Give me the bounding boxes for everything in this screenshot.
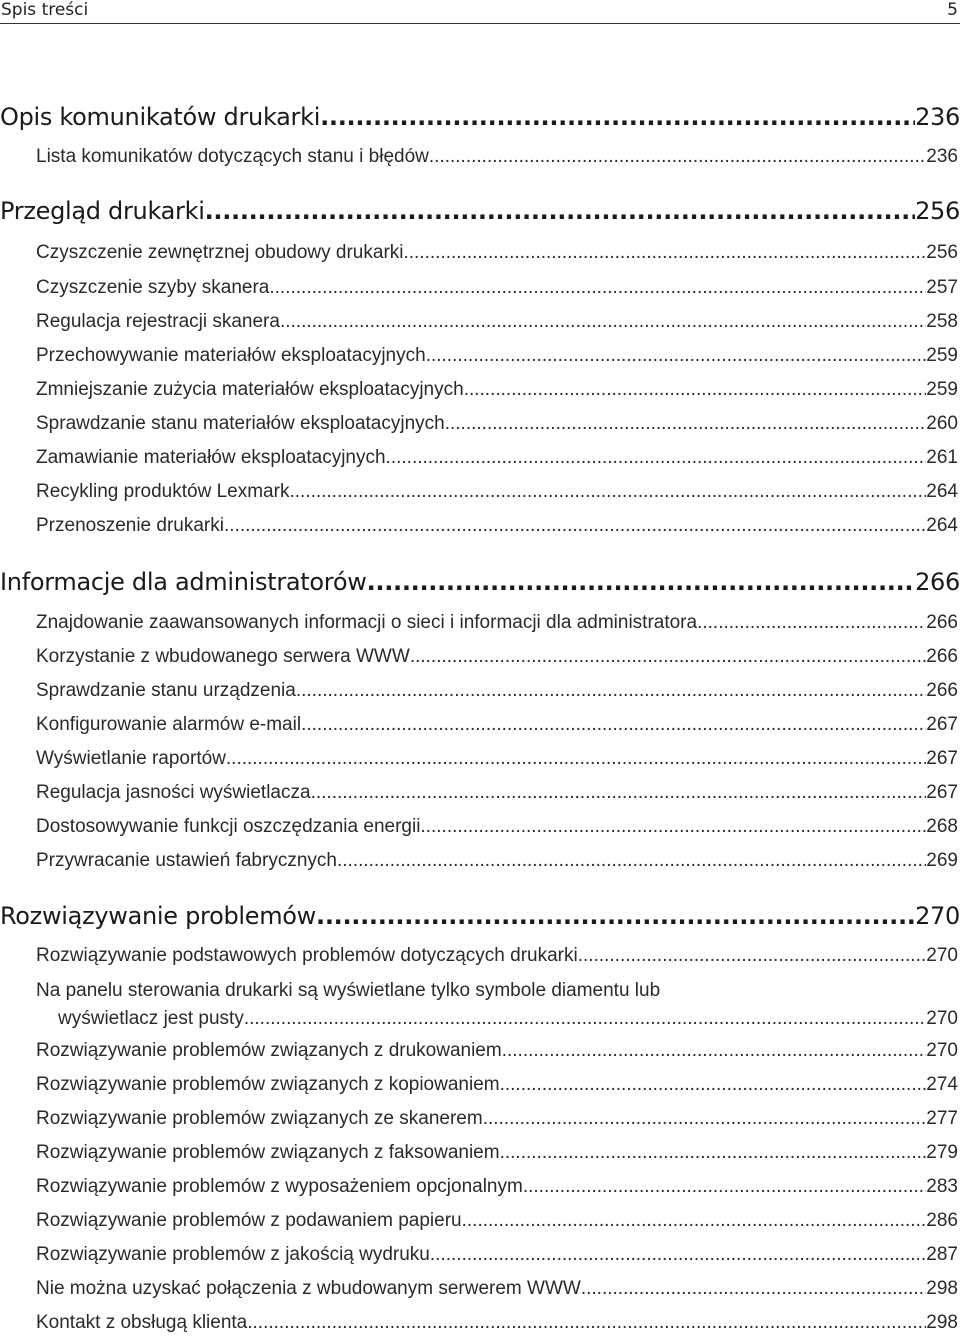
toc-entry[interactable] [36,1311,958,1335]
dot-leader [244,1007,926,1031]
dot-leader [523,1175,926,1199]
dot-leader [301,713,926,737]
toc-entry-page: 266 [926,680,958,701]
toc-entry[interactable] [36,679,958,703]
toc-entry[interactable] [36,446,958,470]
toc-entry-title: Zmniejszanie zużycia materiałów eksploatacyjnych [36,379,464,400]
toc-entry-title: Znajdowanie zaawansowanych informacji o sieci i informacji dla administratora [36,612,698,633]
dot-leader [289,480,926,504]
toc-entry-title: Czyszczenie zewnętrznej obudowy drukarki [36,242,404,263]
dot-leader [367,566,916,598]
toc-entry[interactable] [36,378,958,402]
toc-entry[interactable] [36,1209,958,1233]
toc-entry-title-continued: wyświetlacz jest pusty [58,1008,244,1029]
dot-leader [337,849,926,873]
toc-entry-page: 261 [926,447,958,468]
toc-entry[interactable] [36,979,958,1031]
toc-entry-page: 257 [926,277,958,298]
toc-entry-title: Rozwiązywanie problemów z wyposażeniem opcjonalnym [36,1176,523,1197]
dot-leader [280,310,926,334]
toc-entry[interactable] [36,310,958,334]
dot-leader [311,781,927,805]
toc-entry[interactable] [36,781,958,805]
dot-leader [226,747,926,771]
dot-leader [429,145,926,169]
toc-entry[interactable] [36,849,958,873]
toc-entry-page: 267 [926,782,958,803]
toc-entry-page: 277 [926,1108,958,1129]
dot-leader [578,944,927,968]
toc-entry-title: Konfigurowanie alarmów e-mail [36,714,302,735]
page-header [0,0,960,22]
toc-entry-page: 236 [926,146,958,167]
toc-entry-title: Przechowywanie materiałów eksploatacyjnych [36,345,426,366]
toc-entry[interactable] [36,611,958,635]
dot-leader [500,1141,927,1165]
toc-entry-page: 266 [926,612,958,633]
toc-entry-title: Dostosowywanie funkcji oszczędzania energii [36,816,421,837]
toc-entry-title: Recykling produktów Lexmark [36,481,290,502]
toc-entry-page: 286 [926,1210,958,1231]
toc-entry[interactable] [36,944,958,968]
toc-entry-title: Rozwiązywanie problemów z jakością wydruku [36,1244,430,1265]
toc-chapter-entry[interactable] [0,195,960,227]
toc-entry-title: Przegląd drukarki [0,197,205,225]
toc-entry-page: 266 [915,568,960,596]
dot-leader [697,611,926,635]
dot-leader [426,344,927,368]
toc-entry[interactable] [36,1277,958,1301]
toc-entry-title: Czyszczenie szyby skanera [36,277,270,298]
toc-entry-title: Rozwiązywanie problemów związanych ze skanerem [36,1108,483,1129]
toc-entry[interactable] [36,815,958,839]
dot-leader [462,1209,927,1233]
toc-entry-title: Zamawianie materiałów eksploatacyjnych [36,447,386,468]
dot-leader [420,815,926,839]
toc-entry-title: Wyświetlanie raportów [36,748,226,769]
header-rule [0,23,960,24]
toc-chapter-entry[interactable] [0,101,960,133]
toc-entry-title: Lista komunikatów dotyczących stanu i błędów [36,146,429,167]
toc-entry-title: Informacje dla administratorów [0,568,367,596]
dot-leader [269,276,926,300]
toc-entry-title: Przenoszenie drukarki [36,515,224,536]
toc-entry-title: Rozwiązywanie problemów [0,902,317,930]
dot-leader [224,514,926,538]
dot-leader [316,900,915,932]
toc-entry[interactable] [36,1107,958,1131]
toc-entry[interactable] [36,145,958,169]
toc-entry-page: 298 [926,1278,958,1299]
toc-entry[interactable] [36,344,958,368]
dot-leader [464,378,927,402]
toc-entry-page: 270 [926,945,958,966]
toc-entry-page: 268 [926,816,958,837]
dot-leader [320,101,915,133]
toc-entry[interactable] [36,1039,958,1063]
dot-leader [205,195,915,227]
toc-entry-title: Nie można uzyskać połączenia z wbudowanym serwerem WWW [36,1278,581,1299]
dot-leader [581,1277,926,1301]
toc-entry[interactable] [36,514,958,538]
toc-chapter-entry[interactable] [0,900,960,932]
toc-entry-title: Korzystanie z wbudowanego serwera WWW [36,646,410,667]
toc-entry-title: Opis komunikatów drukarki [0,103,321,131]
toc-entry-page: 279 [926,1142,958,1163]
dot-leader [247,1311,926,1335]
toc-entry-page: 256 [915,197,960,225]
toc-entry-page: 270 [926,1008,958,1029]
toc-entry-page: 264 [926,481,958,502]
toc-entry-page: 267 [926,748,958,769]
toc-entry[interactable] [36,645,958,669]
toc-chapter-entry[interactable] [0,566,960,598]
toc-entry-page: 236 [915,103,960,131]
toc-entry-title: Rozwiązywanie problemów związanych z drukowaniem [36,1040,502,1061]
dot-leader [500,1073,927,1097]
toc-entry-title: Rozwiązywanie problemów związanych z kopiowaniem [36,1074,500,1095]
toc-entry-page: 259 [926,379,958,400]
toc-entry-title: Kontakt z obsługą klienta [36,1312,248,1333]
toc-entry[interactable] [36,276,958,300]
dot-leader [386,446,927,470]
toc-entry-page: 283 [926,1176,958,1197]
toc-entry-page: 270 [926,1040,958,1061]
running-title: Spis treści [1,0,89,20]
toc-entry-page: 269 [926,850,958,871]
dot-leader [445,412,927,436]
toc-entry[interactable] [36,412,958,436]
toc-entry-title: Regulacja jasności wyświetlacza [36,782,311,803]
toc-entry-page: 256 [926,242,958,263]
toc-entry-title: Sprawdzanie stanu urządzenia [36,680,296,701]
toc-entry-page: 260 [926,413,958,434]
toc-entry[interactable] [36,1073,958,1097]
toc-entry-title: Rozwiązywanie problemów z podawaniem papieru [36,1210,462,1231]
dot-leader [430,1243,926,1267]
dot-leader [483,1107,927,1131]
dot-leader [410,645,926,669]
toc-entry[interactable] [36,713,958,737]
toc-entry-page: 298 [926,1312,958,1333]
toc-entry[interactable] [36,747,958,771]
page-number: 5 [947,0,958,20]
toc-entry-page: 270 [915,902,960,930]
toc-entry-page: 266 [926,646,958,667]
toc-entry-title: Sprawdzanie stanu materiałów eksploatacyjnych [36,413,445,434]
dot-leader [502,1039,927,1063]
toc-entry-title: Przywracanie ustawień fabrycznych [36,850,337,871]
toc-entry-title: Rozwiązywanie problemów związanych z faksowaniem [36,1142,500,1163]
toc-entry[interactable] [36,1175,958,1199]
toc-entry[interactable] [36,241,958,265]
toc-entry-page: 287 [926,1244,958,1265]
toc-entry-title: Na panelu sterowania drukarki są wyświetlane tylko symbole diamentu lub [36,980,661,1001]
dot-leader [404,241,927,265]
toc-entry[interactable] [36,1243,958,1267]
toc-entry-page: 274 [926,1074,958,1095]
toc-entry[interactable] [36,480,958,504]
toc-entry-page: 258 [926,311,958,332]
dot-leader [296,679,926,703]
toc-entry[interactable] [36,1141,958,1165]
toc-entry-page: 264 [926,515,958,536]
toc-entry-title: Rozwiązywanie podstawowych problemów dotyczących drukarki [36,945,578,966]
toc-entry-page: 259 [926,345,958,366]
toc-entry-title: Regulacja rejestracji skanera [36,311,280,332]
toc-entry-page: 267 [926,714,958,735]
